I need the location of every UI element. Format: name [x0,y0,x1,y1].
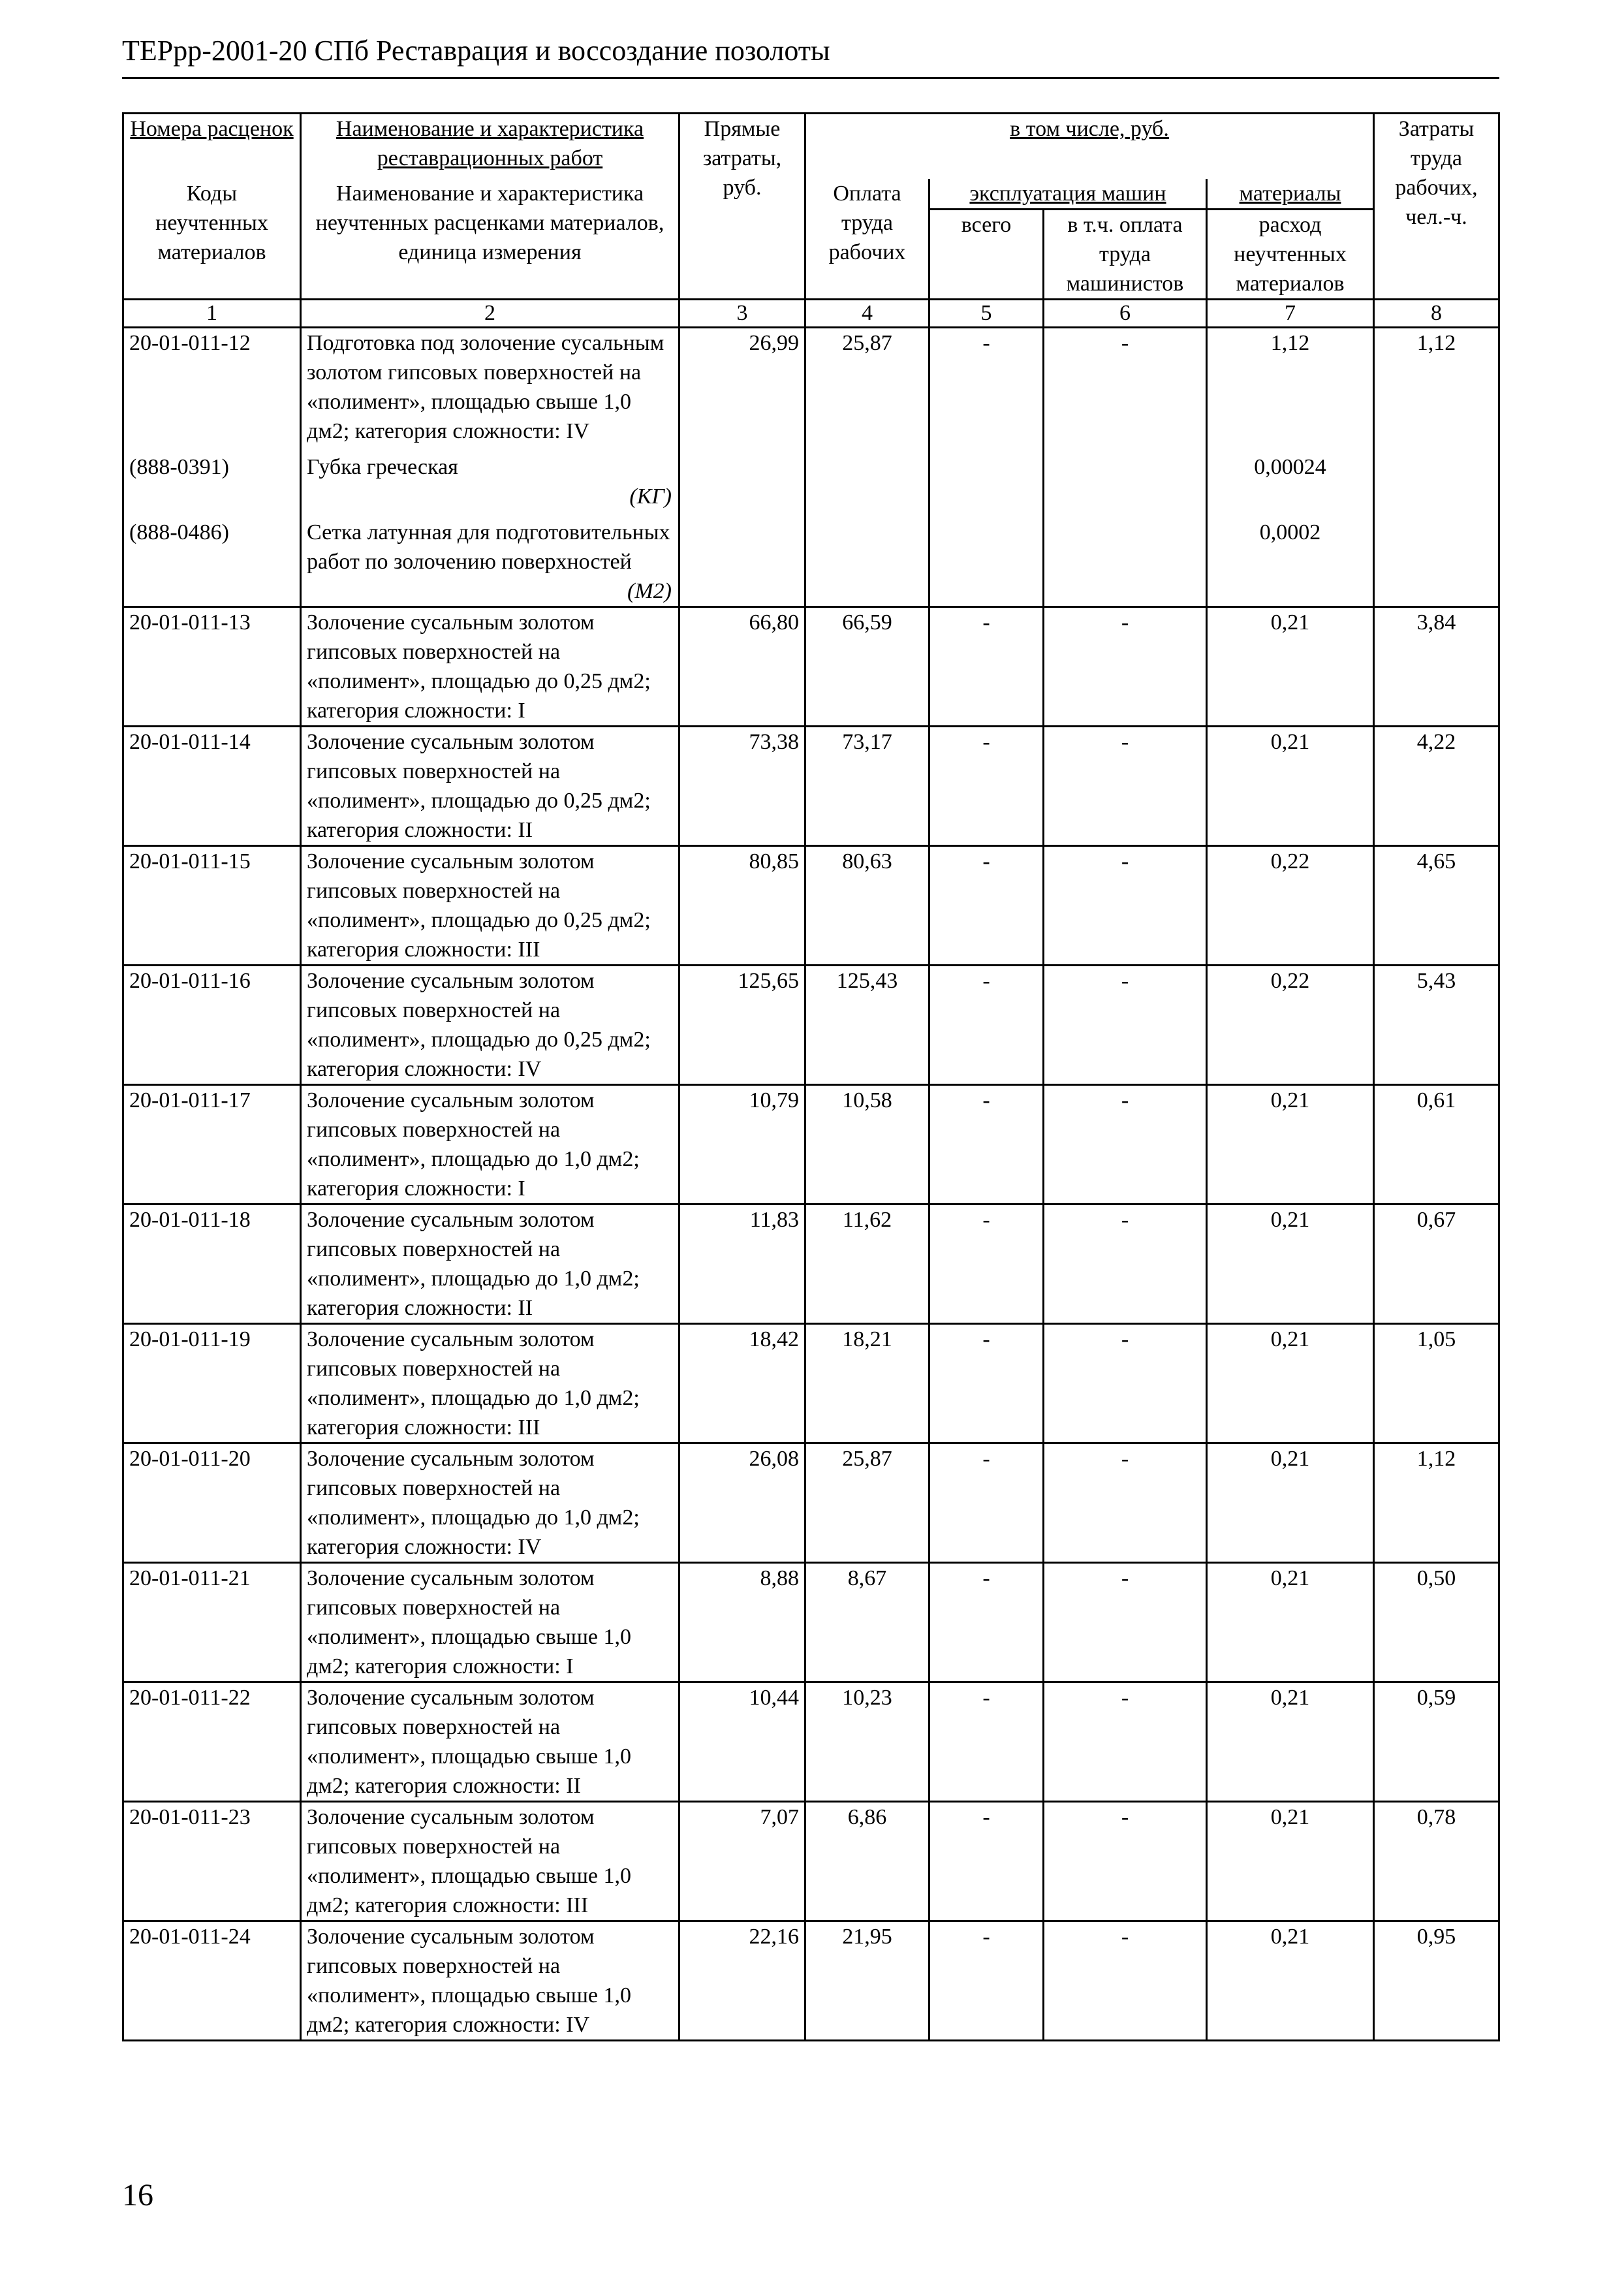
materials-cost: 0,21 [1207,726,1374,845]
machines-total: - [929,1682,1044,1801]
direct-costs: 11,83 [679,1204,805,1323]
column-number: 6 [1044,299,1207,327]
rate-code: 20-01-011-22 [123,1682,301,1801]
rate-name: Золочение сусальным золотом гипсовых поверхностей на «полимент», площадью свыше 1,0 дм2; категория сложности: I [301,1562,679,1682]
rate-name: Золочение сусальным золотом гипсовых поверхностей на «полимент», площадью до 0,25 дм2; категория сложности: I [301,606,679,726]
labor-pay: 8,67 [805,1562,929,1682]
empty-cell [929,446,1044,511]
rate-code: 20-01-011-16 [123,965,301,1084]
labor-pay: 125,43 [805,965,929,1084]
header-material-codes: Коды неучтенных материалов [123,179,301,300]
machinists-pay: - [1044,1562,1207,1682]
labor-pay: 6,86 [805,1801,929,1921]
machinists-pay: - [1044,1801,1207,1921]
empty-cell [1044,511,1207,607]
table-row [123,1443,1499,1562]
machinists-pay: - [1044,1204,1207,1323]
material-name: Губка греческая [307,454,458,479]
rate-name: Золочение сусальным золотом гипсовых поверхностей на «полимент», площадью до 1,0 дм2; категория сложности: III [301,1323,679,1443]
machinists-pay: - [1044,1921,1207,2040]
machines-total: - [929,1801,1044,1921]
header-machines-total: всего [929,209,1044,299]
header-material-name: Наименование и характеристика неучтенных расценками материалов, единица измерения [301,179,679,300]
material-name-cell [301,446,679,511]
direct-costs: 125,65 [679,965,805,1084]
direct-costs: 8,88 [679,1562,805,1682]
rate-code: 20-01-011-15 [123,845,301,965]
machinists-pay: - [1044,1084,1207,1204]
material-amount: 0,0002 [1207,511,1374,607]
labor-pay: 73,17 [805,726,929,845]
empty-cell [805,446,929,511]
rate-name: Золочение сусальным золотом гипсовых поверхностей на «полимент», площадью до 0,25 дм2; категория сложности: II [301,726,679,845]
materials-cost: 0,21 [1207,1084,1374,1204]
machines-total: - [929,1921,1044,2040]
column-number: 4 [805,299,929,327]
header-machines: эксплуатация машин [929,179,1207,210]
table-row [123,965,1499,1084]
labor-hours: 1,12 [1374,327,1499,446]
machines-total: - [929,1323,1044,1443]
labor-hours: 1,05 [1374,1323,1499,1443]
labor-hours: 4,65 [1374,845,1499,965]
materials-cost: 0,21 [1207,1921,1374,2040]
column-number: 8 [1374,299,1499,327]
header-rule [122,77,1499,79]
labor-pay: 66,59 [805,606,929,726]
direct-costs: 10,44 [679,1682,805,1801]
machines-total: - [929,1443,1044,1562]
machinists-pay: - [1044,845,1207,965]
materials-cost: 0,22 [1207,965,1374,1084]
header-labor-pay: Оплата труда рабочих [805,179,929,300]
rate-code: 20-01-011-24 [123,1921,301,2040]
materials-cost: 0,22 [1207,845,1374,965]
rate-name: Золочение сусальным золотом гипсовых поверхностей на «полимент», площадью до 0,25 дм2; категория сложности: III [301,845,679,965]
empty-cell [1374,446,1499,511]
empty-cell [679,511,805,607]
machines-total: - [929,1084,1044,1204]
machinists-pay: - [1044,726,1207,845]
header-rate-numbers: Номера расценок [123,114,301,179]
rate-code: 20-01-011-21 [123,1562,301,1682]
rate-name: Золочение сусальным золотом гипсовых поверхностей на «полимент», площадью свыше 1,0 дм2; категория сложности: III [301,1801,679,1921]
direct-costs: 73,38 [679,726,805,845]
labor-pay: 25,87 [805,1443,929,1562]
empty-cell [679,446,805,511]
machinists-pay: - [1044,327,1207,446]
machinists-pay: - [1044,1443,1207,1562]
table-row [123,726,1499,845]
direct-costs: 66,80 [679,606,805,726]
table-row [123,1682,1499,1801]
materials-cost: 0,21 [1207,1443,1374,1562]
empty-cell [805,511,929,607]
table-row [123,1921,1499,2040]
empty-cell [929,511,1044,607]
labor-hours: 0,95 [1374,1921,1499,2040]
rate-code: 20-01-011-17 [123,1084,301,1204]
labor-pay: 11,62 [805,1204,929,1323]
machines-total: - [929,606,1044,726]
labor-pay: 18,21 [805,1323,929,1443]
labor-hours: 4,22 [1374,726,1499,845]
material-row [123,446,1499,511]
header-materials-unaccounted: расход неучтенных материалов [1207,209,1374,299]
rate-name: Золочение сусальным золотом гипсовых поверхностей на «полимент», площадью до 1,0 дм2; категория сложности: IV [301,1443,679,1562]
direct-costs: 22,16 [679,1921,805,2040]
page-header: ТЕРрр-2001-20 СПб Реставрация и воссоздание позолоты [122,35,830,67]
rates-table [122,112,1500,2041]
rate-code: 20-01-011-19 [123,1323,301,1443]
table-row [123,1562,1499,1682]
materials-cost: 0,21 [1207,1562,1374,1682]
rate-code: 20-01-011-23 [123,1801,301,1921]
material-name-cell [301,511,679,607]
labor-hours: 0,61 [1374,1084,1499,1204]
material-name: Сетка латунная для подготовительных работ по золочению поверхностей [307,520,670,574]
table-row [123,1084,1499,1204]
rate-name: Золочение сусальным золотом гипсовых поверхностей на «полимент», площадью свыше 1,0 дм2; категория сложности: IV [301,1921,679,2040]
column-number: 7 [1207,299,1374,327]
machines-total: - [929,1204,1044,1323]
labor-hours: 1,12 [1374,1443,1499,1562]
rate-code: 20-01-011-12 [123,327,301,446]
machines-total: - [929,726,1044,845]
materials-cost: 0,21 [1207,1204,1374,1323]
rate-name: Подготовка под золочение сусальным золотом гипсовых поверхностей на «полимент», площадью свыше 1,0 дм2; категория сложности: IV [301,327,679,446]
material-unit: (М2) [627,578,672,603]
machines-total: - [929,965,1044,1084]
labor-pay: 21,95 [805,1921,929,2040]
column-number: 1 [123,299,301,327]
header-including: в том числе, руб. [805,114,1374,179]
table-row [123,1204,1499,1323]
machines-total: - [929,327,1044,446]
direct-costs: 10,79 [679,1084,805,1204]
rate-code: 20-01-011-20 [123,1443,301,1562]
labor-hours: 0,50 [1374,1562,1499,1682]
rate-code: 20-01-011-13 [123,606,301,726]
rate-name: Золочение сусальным золотом гипсовых поверхностей на «полимент», площадью до 1,0 дм2; категория сложности: I [301,1084,679,1204]
labor-hours: 3,84 [1374,606,1499,726]
machinists-pay: - [1044,1682,1207,1801]
page-number: 16 [122,2178,153,2212]
rate-code: 20-01-011-14 [123,726,301,845]
material-row [123,511,1499,607]
materials-cost: 1,12 [1207,327,1374,446]
rate-name: Золочение сусальным золотом гипсовых поверхностей на «полимент», площадью свыше 1,0 дм2; категория сложности: II [301,1682,679,1801]
table-row [123,845,1499,965]
header-direct-costs: Прямые затраты, руб. [679,114,805,300]
table-row [123,327,1499,446]
materials-cost: 0,21 [1207,606,1374,726]
direct-costs: 26,99 [679,327,805,446]
rate-name: Золочение сусальным золотом гипсовых поверхностей на «полимент», площадью до 1,0 дм2; категория сложности: II [301,1204,679,1323]
header-materials: материалы [1207,179,1374,210]
table-row [123,1323,1499,1443]
header-work-name: Наименование и характеристика реставрационных работ [301,114,679,179]
material-unit: (КГ) [629,484,672,509]
column-number: 2 [301,299,679,327]
labor-pay: 25,87 [805,327,929,446]
labor-hours: 0,67 [1374,1204,1499,1323]
direct-costs: 80,85 [679,845,805,965]
table-row [123,606,1499,726]
material-amount: 0,00024 [1207,446,1374,511]
labor-pay: 10,58 [805,1084,929,1204]
labor-hours: 0,59 [1374,1682,1499,1801]
direct-costs: 26,08 [679,1443,805,1562]
material-code: (888-0486) [123,511,301,607]
column-number: 5 [929,299,1044,327]
rate-code: 20-01-011-18 [123,1204,301,1323]
machinists-pay: - [1044,965,1207,1084]
labor-pay: 80,63 [805,845,929,965]
machinists-pay: - [1044,606,1207,726]
machinists-pay: - [1044,1323,1207,1443]
header-labor-hours: Затраты труда рабочих, чел.-ч. [1374,114,1499,300]
materials-cost: 0,21 [1207,1323,1374,1443]
table-row [123,1801,1499,1921]
materials-cost: 0,21 [1207,1682,1374,1801]
empty-cell [1044,446,1207,511]
header-machinists-pay: в т.ч. оплата труда машинистов [1044,209,1207,299]
materials-cost: 0,21 [1207,1801,1374,1921]
labor-hours: 5,43 [1374,965,1499,1084]
column-number: 3 [679,299,805,327]
machines-total: - [929,845,1044,965]
empty-cell [1374,511,1499,607]
machines-total: - [929,1562,1044,1682]
rate-name: Золочение сусальным золотом гипсовых поверхностей на «полимент», площадью до 0,25 дм2; категория сложности: IV [301,965,679,1084]
direct-costs: 7,07 [679,1801,805,1921]
direct-costs: 18,42 [679,1323,805,1443]
material-code: (888-0391) [123,446,301,511]
labor-pay: 10,23 [805,1682,929,1801]
labor-hours: 0,78 [1374,1801,1499,1921]
